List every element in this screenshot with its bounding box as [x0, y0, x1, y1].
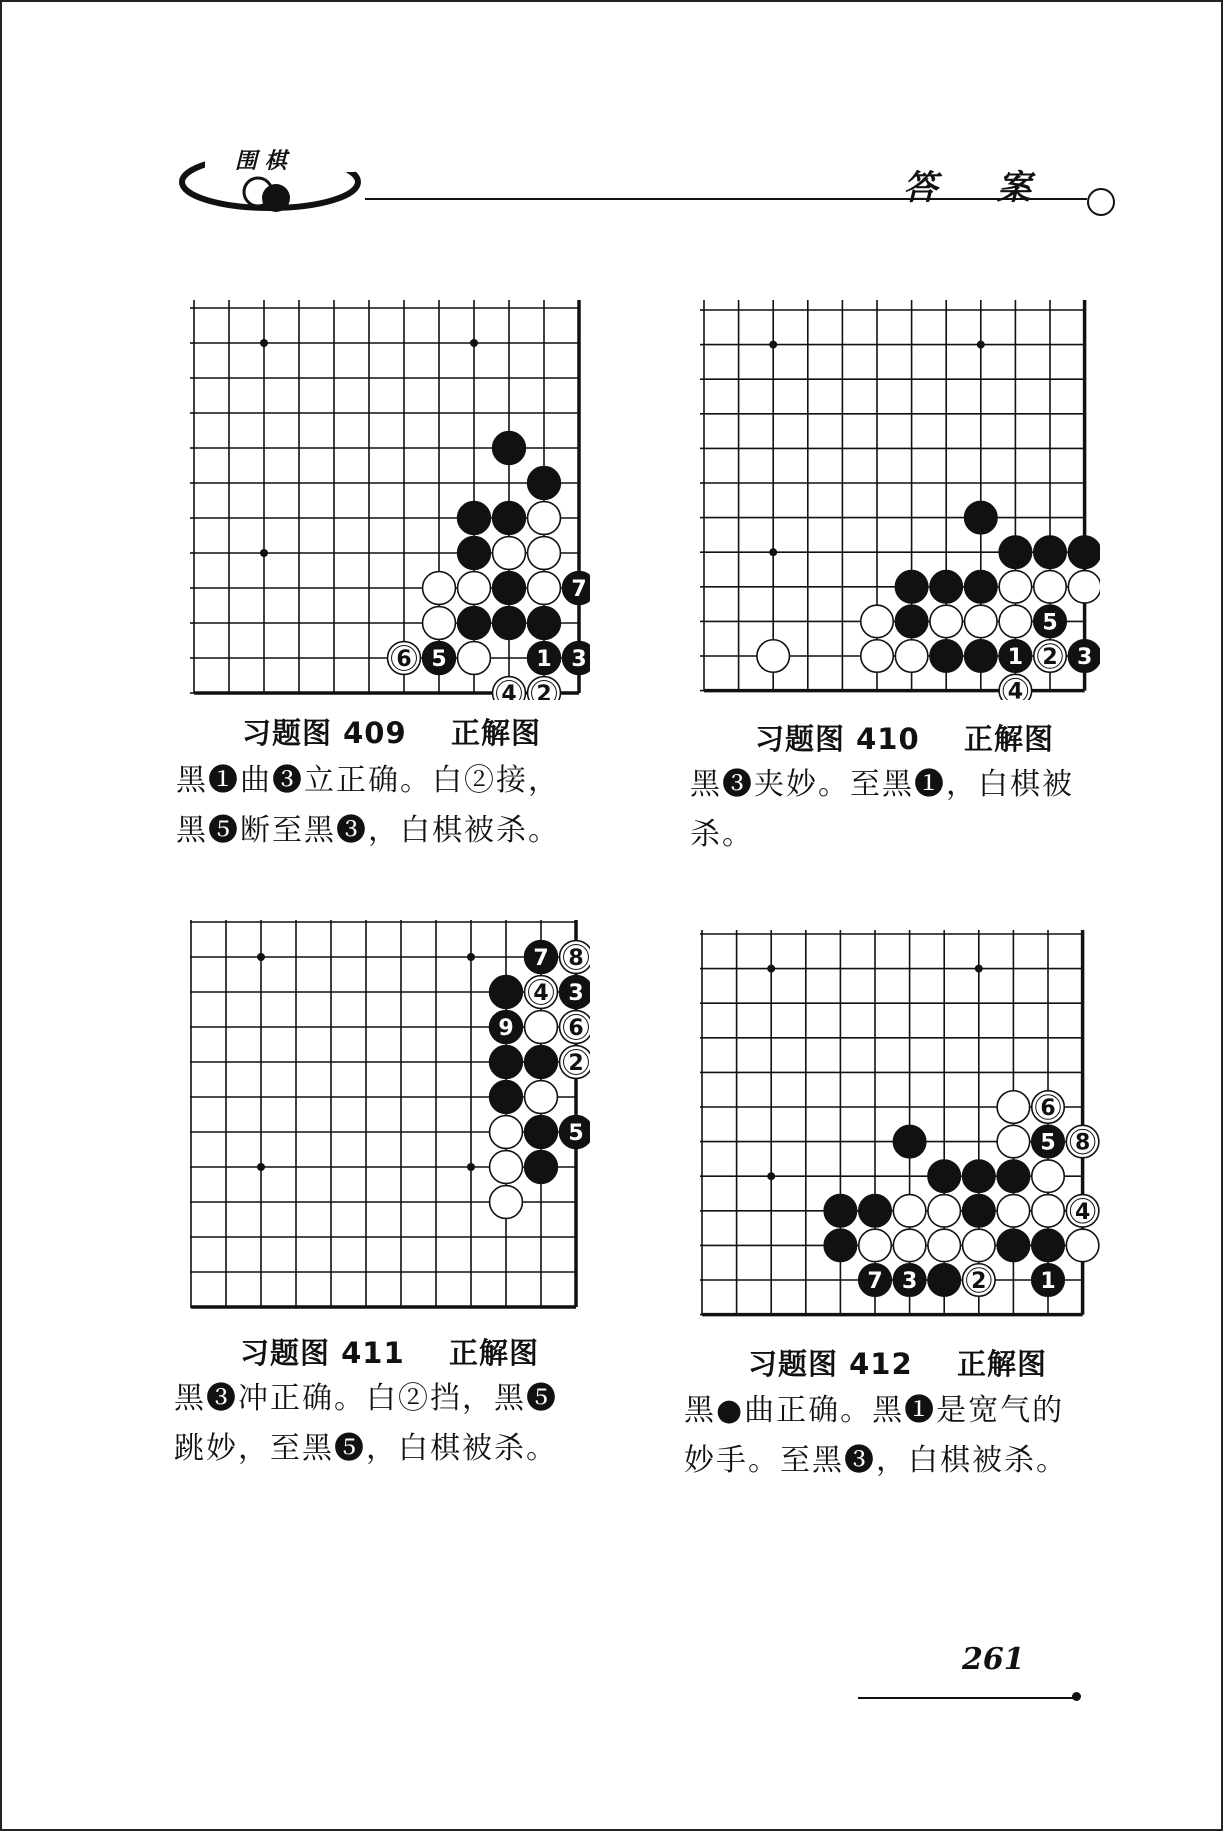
move-number: 8 [1074, 1130, 1091, 1156]
white-stone [493, 537, 526, 570]
black-stone [493, 432, 526, 465]
description-line: 妙手。至黑❸，白棋被杀。 [684, 1443, 1068, 1478]
description-line: 黑❺断至黑❸，白棋被杀。 [176, 813, 560, 848]
black-stone [1068, 536, 1100, 569]
black-numbered-stone [490, 1011, 523, 1044]
white-stone [757, 640, 790, 673]
black-numbered-stone [560, 1116, 590, 1149]
move-number: 1 [1007, 645, 1024, 670]
move-number: 3 [901, 1269, 918, 1294]
description-line: 黑❸冲正确。白②挡，黑❺ [174, 1381, 558, 1416]
go-board-409 [190, 300, 590, 700]
move-number: 4 [533, 981, 549, 1006]
black-stone [963, 1160, 996, 1193]
move-number: 2 [971, 1269, 987, 1294]
black-numbered-stone [560, 976, 590, 1009]
white-numbered-stone [1066, 1125, 1099, 1158]
move-number: 2 [568, 1051, 584, 1076]
hoshi-point [977, 341, 985, 349]
hoshi-point [257, 1163, 265, 1171]
move-number: 9 [498, 1016, 514, 1041]
white-numbered-stone [493, 677, 526, 700]
black-stone [490, 1081, 523, 1114]
black-stone [458, 607, 491, 640]
problem-410 [690, 300, 1120, 860]
black-numbered-stone [1034, 605, 1067, 638]
hoshi-point [769, 341, 777, 349]
white-stone [458, 572, 491, 605]
white-stone [997, 1195, 1030, 1228]
black-stone [859, 1195, 892, 1228]
hoshi-point [467, 1163, 475, 1171]
go-board-412 [700, 930, 1100, 1330]
move-number: 6 [568, 1016, 584, 1041]
move-number: 5 [431, 647, 447, 672]
black-stone [458, 537, 491, 570]
black-stone [525, 1116, 558, 1149]
move-number: 1 [1040, 1269, 1056, 1294]
go-board-410 [700, 300, 1100, 700]
white-numbered-stone [560, 1011, 590, 1044]
move-number: 4 [501, 682, 517, 700]
move-number: 7 [867, 1269, 883, 1294]
black-stone [965, 501, 998, 534]
white-numbered-stone [528, 677, 561, 700]
black-stone [458, 502, 491, 535]
problem-411 [174, 920, 610, 1480]
page-header [175, 140, 1115, 220]
white-stone [423, 607, 456, 640]
black-stone [930, 640, 963, 673]
black-stone [997, 1160, 1030, 1193]
black-numbered-stone [1032, 1264, 1065, 1297]
white-stone [1066, 1229, 1099, 1262]
white-stone [1068, 571, 1100, 604]
white-stone [965, 605, 998, 638]
hoshi-point [470, 339, 478, 347]
black-stone [999, 536, 1032, 569]
black-stone [528, 467, 561, 500]
white-numbered-stone [1034, 640, 1067, 673]
black-stone [525, 1151, 558, 1184]
black-stone [493, 572, 526, 605]
caption-410: 习题图 410 正解图 [755, 722, 1055, 756]
white-stone [490, 1186, 523, 1219]
page-number: 261 [962, 1642, 1025, 1677]
description-line: 杀。 [690, 817, 754, 852]
white-stone [997, 1125, 1030, 1158]
white-stone [861, 640, 894, 673]
move-number: 3 [1076, 645, 1093, 670]
go-logo-icon [175, 140, 365, 220]
white-stone [963, 1229, 996, 1262]
white-stone [928, 1229, 961, 1262]
hoshi-point [257, 953, 265, 961]
white-stone [1032, 1160, 1065, 1193]
black-stone [895, 605, 928, 638]
black-numbered-stone [859, 1264, 892, 1297]
description-409 [176, 756, 560, 856]
white-stone [1032, 1195, 1065, 1228]
black-stone [893, 1125, 926, 1158]
go-board-411 [190, 920, 590, 1320]
black-stone [528, 607, 561, 640]
move-number: 5 [568, 1121, 584, 1146]
move-number: 3 [568, 981, 584, 1006]
white-stone [458, 642, 491, 675]
caption-411: 习题图 411 正解图 [240, 1336, 540, 1370]
white-numbered-stone [525, 976, 558, 1009]
white-stone [490, 1151, 523, 1184]
white-stone [861, 605, 894, 638]
black-numbered-stone [525, 941, 558, 974]
white-stone [528, 502, 561, 535]
black-numbered-stone [563, 572, 590, 605]
black-stone [965, 571, 998, 604]
hoshi-point [260, 339, 268, 347]
move-number: 7 [533, 946, 549, 971]
description-410 [690, 760, 1074, 860]
caption-412: 习题图 412 正解图 [748, 1347, 1048, 1381]
description-411 [174, 1374, 558, 1474]
black-numbered-stone [999, 640, 1032, 673]
move-number: 2 [536, 682, 552, 700]
black-numbered-stone [1032, 1125, 1065, 1158]
black-stone [1032, 1229, 1065, 1262]
black-stone [928, 1264, 961, 1297]
white-stone [490, 1116, 523, 1149]
hoshi-point [769, 548, 777, 556]
move-number: 4 [1007, 679, 1024, 700]
move-number: 5 [1040, 1130, 1056, 1156]
white-stone [930, 605, 963, 638]
white-numbered-stone [1032, 1091, 1065, 1124]
hoshi-point [767, 965, 775, 973]
description-line: 黑❶曲❸立正确。白②接， [176, 763, 560, 798]
white-numbered-stone [560, 1046, 590, 1079]
black-stone [963, 1195, 996, 1228]
black-numbered-stone [528, 642, 561, 675]
header-end-circle-icon [1087, 188, 1115, 216]
white-stone [895, 640, 928, 673]
white-stone [928, 1195, 961, 1228]
black-numbered-stone [893, 1264, 926, 1297]
hoshi-point [467, 953, 475, 961]
section-title: 答 案 [903, 168, 1055, 208]
problem-409 [176, 300, 610, 860]
footer-rule [858, 1697, 1078, 1699]
white-stone [525, 1011, 558, 1044]
move-number: 6 [396, 647, 412, 672]
description-line: 黑❸夹妙。至黑❶，白棋被 [690, 767, 1074, 802]
svg-text:围 棋: 围 棋 [235, 148, 287, 174]
white-numbered-stone [388, 642, 421, 675]
white-stone [423, 572, 456, 605]
black-stone [525, 1046, 558, 1079]
black-stone [824, 1229, 857, 1262]
problem-412 [684, 930, 1120, 1490]
white-stone [859, 1229, 892, 1262]
footer-dot-icon [1072, 1692, 1081, 1701]
move-number: 8 [568, 946, 584, 971]
move-number: 1 [536, 647, 552, 672]
black-stone [928, 1160, 961, 1193]
move-number: 7 [571, 577, 587, 602]
black-stone [493, 607, 526, 640]
black-stone [997, 1229, 1030, 1262]
move-number: 2 [1042, 645, 1058, 670]
black-numbered-stone [563, 642, 590, 675]
white-stone [528, 537, 561, 570]
black-stone [930, 571, 963, 604]
board-grid [190, 920, 576, 1307]
white-numbered-stone [560, 941, 590, 974]
white-stone [528, 572, 561, 605]
black-stone [490, 976, 523, 1009]
white-numbered-stone [1066, 1195, 1099, 1228]
black-stone [965, 640, 998, 673]
white-stone [1034, 571, 1067, 604]
move-number: 5 [1042, 610, 1058, 636]
white-stone [997, 1091, 1030, 1124]
hoshi-point [260, 549, 268, 557]
white-numbered-stone [999, 674, 1032, 700]
caption-409: 习题图 409 正解图 [242, 716, 542, 750]
hoshi-point [975, 965, 983, 973]
white-stone [999, 571, 1032, 604]
black-stone [824, 1195, 857, 1228]
black-stone [490, 1046, 523, 1079]
white-stone [893, 1229, 926, 1262]
description-line: 跳妙，至黑❺，白棋被杀。 [174, 1431, 558, 1466]
black-stone [1034, 536, 1067, 569]
black-stone [493, 502, 526, 535]
black-numbered-stone [1068, 640, 1100, 673]
white-stone [893, 1195, 926, 1228]
hoshi-point [767, 1172, 775, 1180]
move-number: 4 [1074, 1199, 1091, 1225]
description-412 [684, 1386, 1068, 1486]
description-line: 黑●曲正确。黑❶是宽气的 [684, 1393, 1065, 1428]
move-number: 6 [1040, 1096, 1056, 1121]
black-numbered-stone [423, 642, 456, 675]
white-numbered-stone [963, 1264, 996, 1297]
black-stone [895, 571, 928, 604]
white-stone [999, 605, 1032, 638]
white-stone [525, 1081, 558, 1114]
move-number: 3 [571, 647, 587, 672]
